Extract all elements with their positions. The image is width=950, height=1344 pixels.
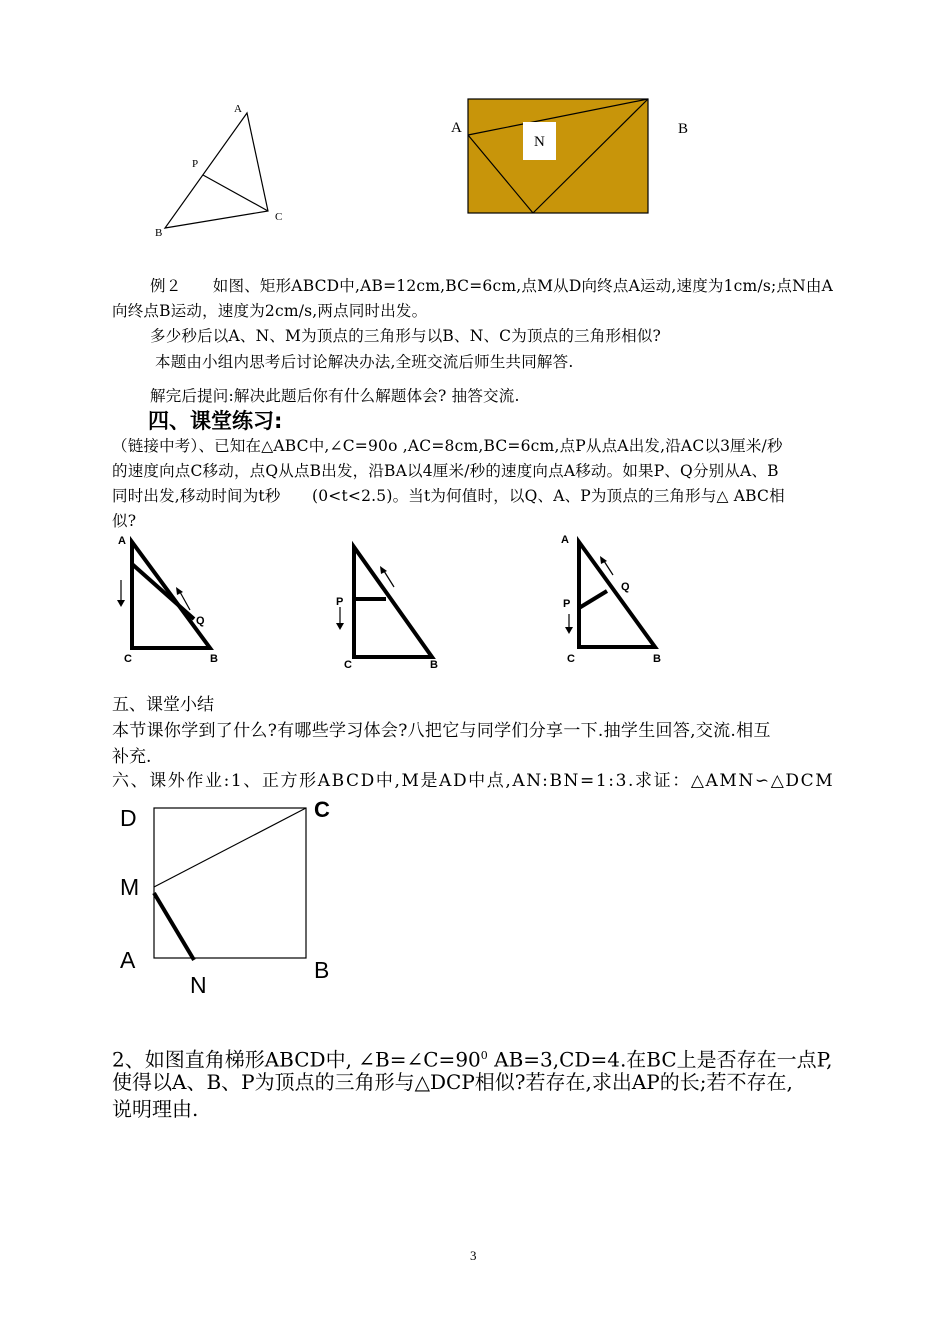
section4-line1: （链接中考）、已知在△ABC中,∠C=90o ,AC=8cm,BC=6cm,点P从点A出发,沿AC以3厘米/秒 [112, 437, 783, 455]
label-a: A [118, 535, 126, 547]
label-c: C [567, 653, 575, 665]
label-m: M [120, 874, 140, 900]
label-a: A [451, 120, 462, 136]
label-n: N [190, 972, 207, 998]
example2-line3: 多少秒后以A、N、M为顶点的三角形与以B、N、C为顶点的三角形相似? [150, 327, 662, 345]
label-b: B [314, 957, 330, 983]
section5-line1: 本节课你学到了什么?有哪些学习体会?八把它与同学们分享一下.抽学生回答,交流.相互 [112, 721, 771, 741]
section5-title: 五、课堂小结 [112, 695, 214, 715]
label-a: A [234, 103, 242, 115]
label-q: Q [196, 615, 205, 627]
right-triangle-figure-2 [330, 535, 460, 675]
section6-line1: 六、课外作业:1、正方形ABCD中,M是AD中点,AN:BN=1:3.求证：△AMN∽△DCM [112, 771, 835, 791]
label-b: B [155, 227, 163, 239]
example2-line4: 本题由小组内思考后讨论解决办法,全班交流后师生共同解答. [155, 353, 574, 371]
label-d: D [120, 805, 137, 831]
triangle-apc-figure [145, 95, 295, 245]
label-c: C [275, 211, 283, 223]
label-b: B [678, 121, 689, 137]
rectangle-figure [445, 90, 715, 225]
right-triangle-figure-3 [555, 530, 685, 670]
label-a: A [561, 534, 569, 546]
label-b: B [430, 659, 438, 671]
example2-line2: 向终点B运动，速度为2cm/s,两点同时出发。 [112, 302, 428, 320]
section4-line2: 的速度向点C移动，点Q从点B出发，沿BA以4厘米/秒的速度向点A移动。如果P、Q分别从A、B [112, 462, 779, 480]
section4-line4: 似? [112, 512, 137, 530]
section4-title: 四、课堂练习: [148, 409, 283, 433]
label-n: N [534, 134, 545, 150]
square-figure [110, 795, 360, 1005]
problem2-line2: 使得以A、B、P为顶点的三角形与△DCP相似?若存在,求出AP的长;若不存在, [112, 1070, 793, 1094]
problem2-line3: 说明理由. [112, 1097, 199, 1121]
label-p: P [336, 596, 344, 608]
problem2-degree-sup: 0 [480, 1049, 488, 1062]
problem2-line1-b: AB=3,CD=4.在BC上是否存在一点P, [487, 1047, 833, 1072]
label-c: C [344, 659, 352, 671]
label-q: Q [621, 581, 630, 593]
example2-line1: 例２ 如图、矩形ABCD中,AB=12cm,BC=6cm,点M从D向终点A运动,速度为1cm/s;点N由A [150, 277, 833, 295]
section5-line2: 补充. [112, 747, 152, 767]
label-a: A [120, 947, 136, 973]
section4-line3: 同时出发,移动时间为t秒 (0<t<2.5)。当t为何值时，以Q、A、P为顶点的三角形与△ ABC相 [112, 487, 785, 505]
label-c: C [124, 653, 132, 665]
right-triangle-figure-1 [110, 530, 240, 670]
example2-line5: 解完后提问:解决此题后你有什么解题体会? 抽答交流. [150, 387, 520, 405]
label-b: B [210, 653, 218, 665]
label-c: C [314, 797, 330, 822]
label-p: P [563, 598, 571, 610]
problem2-line1-a: 2、如图直角梯形ABCD中, ∠B=∠C=90 [112, 1047, 481, 1072]
page-number: 3 [470, 1248, 477, 1263]
label-p: P [192, 158, 199, 170]
label-b: B [653, 653, 661, 665]
